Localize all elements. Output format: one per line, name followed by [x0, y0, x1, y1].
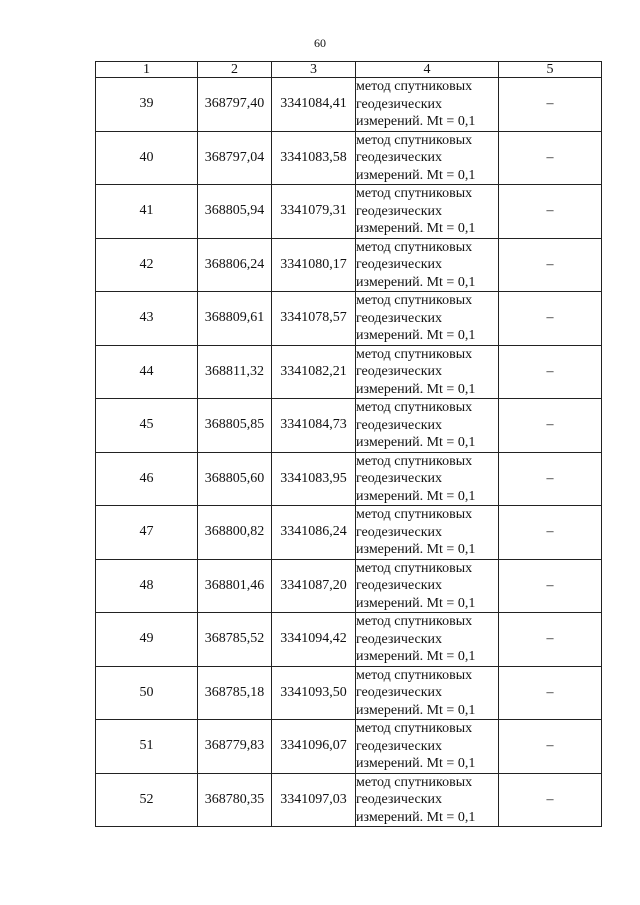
note-dash: – — [499, 345, 602, 399]
table-body — [96, 78, 602, 827]
coordinate-x: 368797,40 — [198, 78, 272, 132]
method-line: измерений. Mt = 0,1 — [356, 328, 476, 343]
method-line: измерений. Mt = 0,1 — [356, 114, 476, 129]
table-row — [96, 292, 602, 346]
method-description — [356, 292, 499, 346]
method-line: метод спутниковых — [356, 614, 473, 629]
point-number: 39 — [96, 78, 198, 132]
method-line: измерений. Mt = 0,1 — [356, 167, 476, 183]
method-line: геодезических — [356, 257, 443, 272]
coordinate-x: 368797,04 — [198, 131, 272, 185]
note-dash: – — [499, 292, 602, 346]
method-line: геодезических — [356, 364, 443, 379]
coordinate-x: 368801,46 — [198, 559, 272, 613]
table-row — [96, 773, 602, 827]
coordinate-x: 368811,32 — [198, 345, 272, 399]
method-description — [356, 399, 499, 453]
method-line: измерений. Mt = 0,1 — [356, 756, 476, 771]
note-dash: – — [499, 506, 602, 560]
method-description — [356, 773, 499, 827]
point-number: 40 — [96, 131, 198, 185]
table-row — [96, 720, 602, 774]
table-row — [96, 131, 602, 185]
point-number: 45 — [96, 399, 198, 453]
coordinate-x: 368779,83 — [198, 720, 272, 774]
method-line: метод спутниковых — [356, 453, 473, 469]
note-dash: – — [499, 78, 602, 132]
coordinate-y: 3341096,07 — [272, 720, 356, 774]
method-line: измерений. Mt = 0,1 — [356, 435, 476, 450]
point-number: 48 — [96, 559, 198, 613]
method-line: метод спутниковых — [356, 132, 473, 148]
method-line: измерений. Mt = 0,1 — [356, 542, 476, 557]
note-dash: – — [499, 185, 602, 239]
coordinate-y: 3341083,58 — [272, 131, 356, 185]
coordinate-y: 3341097,03 — [272, 773, 356, 827]
point-number: 41 — [96, 185, 198, 239]
method-line: измерений. Mt = 0,1 — [356, 381, 476, 397]
point-number: 49 — [96, 613, 198, 667]
note-dash: – — [499, 131, 602, 185]
method-line: метод спутниковых — [356, 667, 473, 683]
method-line: измерений. Mt = 0,1 — [356, 221, 476, 236]
method-description — [356, 452, 499, 506]
coordinate-x: 368800,82 — [198, 506, 272, 560]
header-col-2: 2 — [198, 62, 272, 78]
method-line: измерений. Mt = 0,1 — [356, 274, 476, 290]
table-row — [96, 452, 602, 506]
method-line: измерений. Mt = 0,1 — [356, 488, 476, 504]
coordinate-y: 3341082,21 — [272, 345, 356, 399]
method-line: измерений. Mt = 0,1 — [356, 702, 476, 718]
point-number: 42 — [96, 238, 198, 292]
method-line: измерений. Mt = 0,1 — [356, 595, 476, 611]
coordinate-y: 3341093,50 — [272, 666, 356, 720]
method-description — [356, 131, 499, 185]
coordinate-y: 3341087,20 — [272, 559, 356, 613]
method-line: геодезических — [356, 417, 443, 433]
table-row — [96, 666, 602, 720]
method-description — [356, 559, 499, 613]
point-number: 51 — [96, 720, 198, 774]
method-line: геодезических — [356, 310, 443, 326]
coordinate-x: 368809,61 — [198, 292, 272, 346]
method-description — [356, 78, 499, 132]
note-dash: – — [499, 399, 602, 453]
method-line: геодезических — [356, 685, 443, 700]
note-dash: – — [499, 452, 602, 506]
method-line: геодезических — [356, 792, 443, 807]
note-dash: – — [499, 666, 602, 720]
method-line: метод спутниковых — [356, 346, 473, 362]
point-number: 47 — [96, 506, 198, 560]
method-line: метод спутниковых — [356, 721, 473, 736]
note-dash: – — [499, 559, 602, 613]
method-description — [356, 185, 499, 239]
header-col-4: 4 — [356, 62, 499, 78]
coordinate-x: 368780,35 — [198, 773, 272, 827]
coordinate-x: 368805,94 — [198, 185, 272, 239]
coordinate-y: 3341086,24 — [272, 506, 356, 560]
method-line: метод спутниковых — [356, 293, 473, 308]
note-dash: – — [499, 238, 602, 292]
coordinate-y: 3341083,95 — [272, 452, 356, 506]
method-line: метод спутниковых — [356, 79, 473, 94]
note-dash: – — [499, 720, 602, 774]
table-row — [96, 185, 602, 239]
table-header-row — [96, 62, 602, 78]
method-line: геодезических — [356, 203, 443, 219]
coordinate-y: 3341080,17 — [272, 238, 356, 292]
method-line: геодезических — [356, 96, 443, 112]
method-description — [356, 613, 499, 667]
coordinate-x: 368805,85 — [198, 399, 272, 453]
method-line: метод спутниковых — [356, 507, 473, 522]
table-row — [96, 345, 602, 399]
coordinate-x: 368785,52 — [198, 613, 272, 667]
method-line: геодезических — [356, 631, 443, 647]
page-number: 60 — [314, 36, 326, 50]
point-number: 50 — [96, 666, 198, 720]
coordinates-table — [95, 61, 602, 827]
method-description — [356, 345, 499, 399]
method-description — [356, 666, 499, 720]
method-line: геодезических — [356, 578, 443, 593]
point-number: 43 — [96, 292, 198, 346]
coordinate-y: 3341078,57 — [272, 292, 356, 346]
table-row — [96, 78, 602, 132]
method-line: метод спутниковых — [356, 400, 473, 415]
method-line: метод спутниковых — [356, 560, 473, 576]
header-col-5: 5 — [499, 62, 602, 78]
method-description — [356, 238, 499, 292]
coordinate-y: 3341084,73 — [272, 399, 356, 453]
note-dash: – — [499, 773, 602, 827]
method-description — [356, 720, 499, 774]
point-number: 46 — [96, 452, 198, 506]
table-row — [96, 399, 602, 453]
method-line: измерений. Mt = 0,1 — [356, 809, 476, 825]
header-col-3: 3 — [272, 62, 356, 78]
table-row — [96, 506, 602, 560]
coordinate-x: 368805,60 — [198, 452, 272, 506]
method-line: метод спутниковых — [356, 774, 473, 790]
method-line: геодезических — [356, 524, 443, 540]
coordinate-y: 3341094,42 — [272, 613, 356, 667]
point-number: 44 — [96, 345, 198, 399]
method-line: метод спутниковых — [356, 239, 473, 255]
coordinate-y: 3341084,41 — [272, 78, 356, 132]
method-description — [356, 506, 499, 560]
method-line: метод спутниковых — [356, 186, 473, 201]
method-line: геодезических — [356, 150, 443, 165]
header-col-1: 1 — [96, 62, 198, 78]
coordinate-x: 368785,18 — [198, 666, 272, 720]
coordinate-x: 368806,24 — [198, 238, 272, 292]
method-line: измерений. Mt = 0,1 — [356, 649, 476, 664]
table-row — [96, 238, 602, 292]
table-row — [96, 559, 602, 613]
note-dash: – — [499, 613, 602, 667]
method-line: геодезических — [356, 471, 443, 486]
point-number: 52 — [96, 773, 198, 827]
method-line: геодезических — [356, 738, 443, 754]
coordinate-y: 3341079,31 — [272, 185, 356, 239]
table-row — [96, 613, 602, 667]
